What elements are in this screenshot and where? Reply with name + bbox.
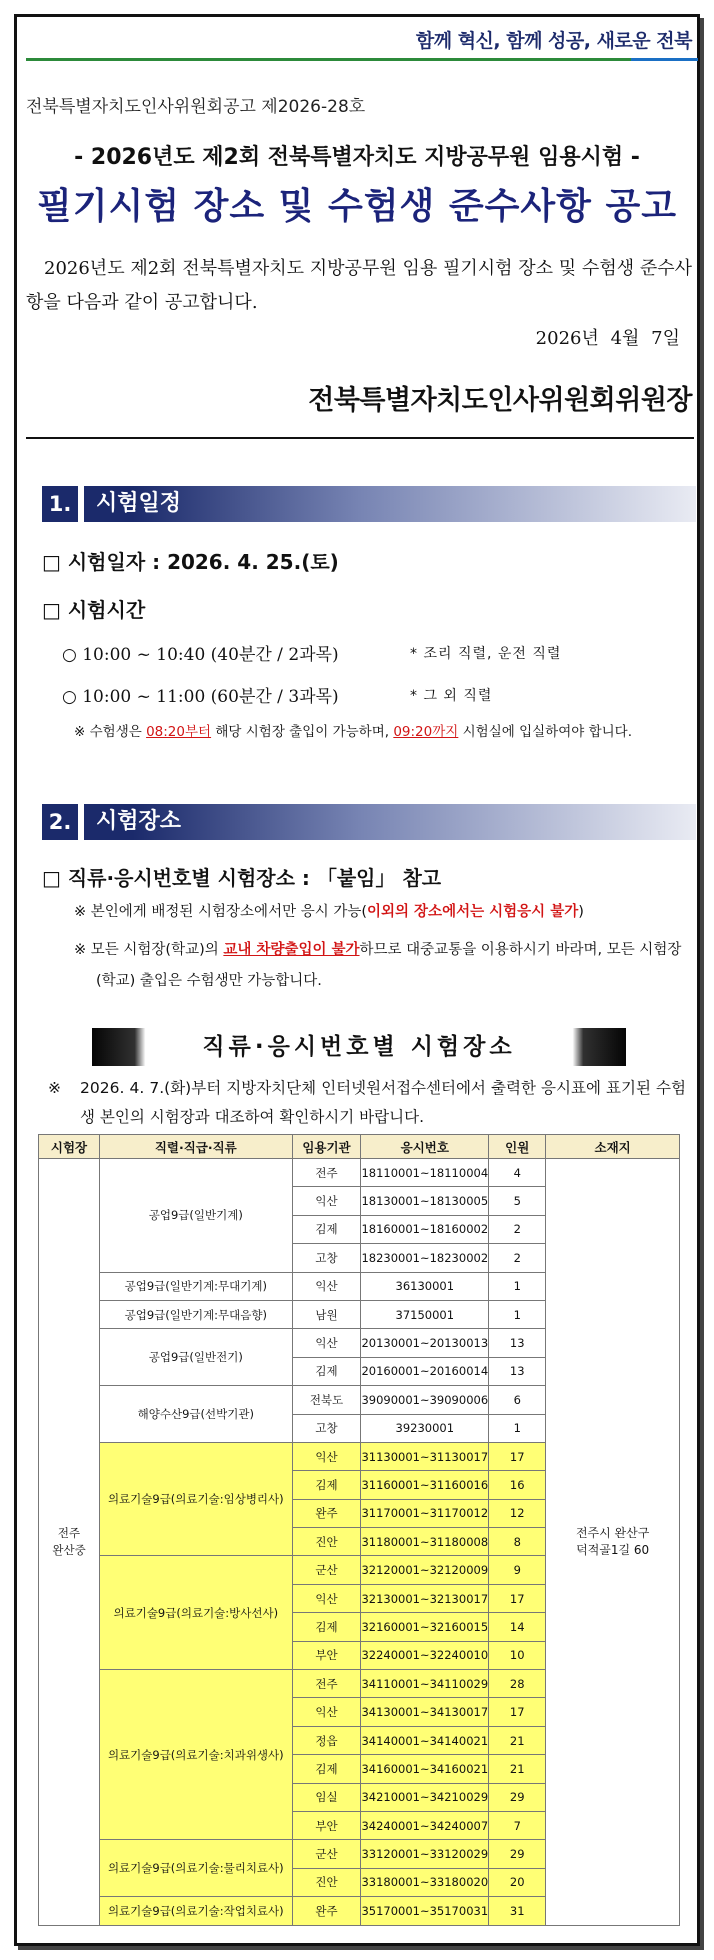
exam-number-cell: 18230001~18230002 bbox=[361, 1244, 489, 1272]
headcount-cell: 17 bbox=[489, 1442, 546, 1470]
headcount-cell: 21 bbox=[489, 1755, 546, 1783]
exam-number-cell: 34140001~34140021 bbox=[361, 1726, 489, 1754]
job-category-cell: 공업9급(일반전기) bbox=[100, 1329, 293, 1386]
headcount-cell: 5 bbox=[489, 1187, 546, 1215]
job-category-cell: 의료기술9급(의료기술:방사선사) bbox=[100, 1556, 293, 1670]
remark-text: 수험생은 bbox=[89, 724, 147, 740]
section-header-venue bbox=[26, 804, 696, 840]
section-header-schedule bbox=[26, 486, 696, 522]
exam-number-cell: 34160001~34160021 bbox=[361, 1755, 489, 1783]
signer: 전북특별자치도인사위원회위원장 bbox=[308, 385, 692, 416]
headcount-cell: 12 bbox=[489, 1499, 546, 1527]
venue-item: □ 직류·응시번호별 시험장소 : 「붙임」 참고 bbox=[42, 866, 442, 890]
section-title: 시험일정 bbox=[96, 491, 182, 516]
headcount-cell: 31 bbox=[489, 1897, 546, 1925]
headcount-cell: 10 bbox=[489, 1641, 546, 1669]
venue-remark-2 bbox=[74, 935, 694, 997]
exam-time-2: ○ 10:00 ~ 11:00 (60분간 / 3과목) bbox=[62, 687, 339, 707]
note-mark: ※ bbox=[48, 1079, 61, 1097]
job-category-cell: 의료기술9급(의료기술:치과위생사) bbox=[100, 1670, 293, 1840]
exam-site-cell: 전주 완산중 bbox=[39, 1159, 100, 1926]
remark-warning: 이외의 장소에서는 시험응시 불가 bbox=[366, 904, 579, 920]
headcount-cell: 16 bbox=[489, 1471, 546, 1499]
section-number: 1. bbox=[42, 486, 78, 522]
exam-number-cell: 20160001~20160014 bbox=[361, 1357, 489, 1385]
document-subtitle: - 2026년도 제2회 전북특별자치도 지방공무원 임용시험 - bbox=[74, 145, 640, 170]
agency-cell: 익산 bbox=[292, 1329, 361, 1357]
section-number: 2. bbox=[42, 804, 78, 840]
headcount-cell: 17 bbox=[489, 1584, 546, 1612]
headcount-cell: 2 bbox=[489, 1215, 546, 1243]
agency-cell: 김제 bbox=[292, 1613, 361, 1641]
section-title: 시험장소 bbox=[96, 809, 182, 834]
exam-number-cell: 37150001 bbox=[361, 1300, 489, 1328]
table-row bbox=[39, 1159, 680, 1187]
exam-number-cell: 31160001~31160016 bbox=[361, 1471, 489, 1499]
headcount-cell: 29 bbox=[489, 1783, 546, 1811]
remark-mark: ※ bbox=[74, 942, 87, 958]
column-header: 인원 bbox=[489, 1135, 546, 1159]
intro-paragraph: 2026년도 제2회 전북특별자치도 지방공무원 임용 필기시험 장소 및 수험생 준수사항을 다음과 같이 공고합니다. bbox=[26, 258, 692, 313]
exam-number-cell: 39090001~39090006 bbox=[361, 1386, 489, 1414]
notice-number: 전북특별자치도인사위원회공고 제2026-28호 bbox=[26, 97, 366, 117]
headcount-cell: 13 bbox=[489, 1357, 546, 1385]
job-category-cell: 공업9급(일반기계) bbox=[100, 1159, 293, 1273]
agency-cell: 부안 bbox=[292, 1641, 361, 1669]
exam-number-cell: 20130001~20130013 bbox=[361, 1329, 489, 1357]
remark-text: 해당 시험장 출입이 가능하며, bbox=[211, 724, 394, 740]
agency-cell: 군산 bbox=[292, 1840, 361, 1868]
remark-mark: ※ bbox=[74, 724, 86, 740]
agency-cell: 진안 bbox=[292, 1528, 361, 1556]
job-category-cell: 공업9급(일반기계:무대기계) bbox=[100, 1272, 293, 1300]
exam-number-cell: 34110001~34110029 bbox=[361, 1670, 489, 1698]
agency-cell: 완주 bbox=[292, 1897, 361, 1925]
exam-number-cell: 39230001 bbox=[361, 1414, 489, 1442]
headcount-cell: 1 bbox=[489, 1300, 546, 1328]
agency-cell: 정읍 bbox=[292, 1726, 361, 1754]
agency-cell: 군산 bbox=[292, 1556, 361, 1584]
headcount-cell: 28 bbox=[489, 1670, 546, 1698]
column-header: 응시번호 bbox=[361, 1135, 489, 1159]
exam-number-cell: 34240001~34240007 bbox=[361, 1811, 489, 1839]
agency-cell: 전주 bbox=[292, 1670, 361, 1698]
exam-time-label: □ 시험시간 bbox=[42, 598, 146, 622]
column-header: 직렬·직급·직류 bbox=[100, 1135, 293, 1159]
agency-cell: 부안 bbox=[292, 1811, 361, 1839]
exam-number-cell: 33180001~33180020 bbox=[361, 1868, 489, 1896]
headcount-cell: 8 bbox=[489, 1528, 546, 1556]
agency-cell: 진안 bbox=[292, 1868, 361, 1896]
exam-time-1: ○ 10:00 ~ 10:40 (40분간 / 2과목) bbox=[62, 645, 339, 665]
headcount-cell: 4 bbox=[489, 1159, 546, 1187]
column-header: 소재지 bbox=[546, 1135, 680, 1159]
exam-number-cell: 34130001~34130017 bbox=[361, 1698, 489, 1726]
headcount-cell: 1 bbox=[489, 1272, 546, 1300]
annex-banner bbox=[92, 1028, 626, 1066]
agency-cell: 익산 bbox=[292, 1584, 361, 1612]
exam-number-cell: 18110001~18110004 bbox=[361, 1159, 489, 1187]
agency-cell: 전북도 bbox=[292, 1386, 361, 1414]
exam-number-cell: 32160001~32160015 bbox=[361, 1613, 489, 1641]
exam-number-cell: 36130001 bbox=[361, 1272, 489, 1300]
entry-deadline-time: 09:20까지 bbox=[393, 724, 459, 740]
exam-time-1-note: * 조리 직렬, 운전 직렬 bbox=[410, 646, 562, 662]
remark-text: 시험실에 입실하여야 합니다. bbox=[458, 724, 632, 740]
agency-cell: 익산 bbox=[292, 1442, 361, 1470]
location-cell: 전주시 완산구 덕적골1길 60 bbox=[546, 1159, 680, 1926]
headcount-cell: 13 bbox=[489, 1329, 546, 1357]
remark-warning: 교내 차량출입이 불가 bbox=[223, 942, 360, 958]
exam-number-cell: 18130001~18130005 bbox=[361, 1187, 489, 1215]
exam-number-cell: 32240001~32240010 bbox=[361, 1641, 489, 1669]
job-category-cell: 공업9급(일반기계:무대음향) bbox=[100, 1300, 293, 1328]
headcount-cell: 1 bbox=[489, 1414, 546, 1442]
notice-date: 2026년 4월 7일 bbox=[535, 328, 680, 349]
exam-number-cell: 31130001~31130017 bbox=[361, 1442, 489, 1470]
agency-cell: 김제 bbox=[292, 1471, 361, 1499]
column-header: 임용기관 bbox=[292, 1135, 361, 1159]
exam-number-cell: 34210001~34210029 bbox=[361, 1783, 489, 1811]
exam-number-cell: 31180001~31180008 bbox=[361, 1528, 489, 1556]
exam-number-cell: 31170001~31170012 bbox=[361, 1499, 489, 1527]
remark-text: 하므로 대중교통을 이용하시기 바라며, 모든 시험장(학교) 출입은 수험생만 가능합니다. bbox=[96, 942, 682, 989]
exam-number-cell: 18160001~18160002 bbox=[361, 1215, 489, 1243]
remark-mark: ※ bbox=[74, 904, 87, 920]
agency-cell: 전주 bbox=[292, 1159, 361, 1187]
document-title: 필기시험 장소 및 수험생 준수사항 공고 bbox=[36, 186, 678, 227]
agency-cell: 고창 bbox=[292, 1414, 361, 1442]
agency-cell: 익산 bbox=[292, 1272, 361, 1300]
annex-title: 직류·응시번호별 시험장소 bbox=[202, 1034, 516, 1060]
job-category-cell: 의료기술9급(의료기술:임상병리사) bbox=[100, 1442, 293, 1556]
headcount-cell: 2 bbox=[489, 1244, 546, 1272]
headcount-cell: 7 bbox=[489, 1811, 546, 1839]
agency-cell: 익산 bbox=[292, 1698, 361, 1726]
exam-number-cell: 32120001~32120009 bbox=[361, 1556, 489, 1584]
headcount-cell: 9 bbox=[489, 1556, 546, 1584]
remark-text: ) bbox=[578, 904, 584, 920]
agency-cell: 남원 bbox=[292, 1300, 361, 1328]
venue-remark-1 bbox=[74, 897, 694, 927]
slogan: 함께 혁신, 함께 성공, 새로운 전북 bbox=[415, 30, 692, 52]
exam-number-cell: 35170001~35170031 bbox=[361, 1897, 489, 1925]
exam-number-cell: 33120001~33120029 bbox=[361, 1840, 489, 1868]
venue-table bbox=[38, 1134, 680, 1926]
exam-date: □ 시험일자 : 2026. 4. 25.(토) bbox=[42, 550, 339, 574]
remark-text: 모든 시험장(학교)의 bbox=[90, 942, 224, 958]
annex-note bbox=[48, 1074, 686, 1132]
agency-cell: 김제 bbox=[292, 1357, 361, 1385]
remark-text: 본인에게 배정된 시험장소에서만 응시 가능( bbox=[90, 904, 367, 920]
headcount-cell: 6 bbox=[489, 1386, 546, 1414]
exam-time-2-note: * 그 외 직렬 bbox=[410, 688, 493, 704]
headcount-cell: 29 bbox=[489, 1840, 546, 1868]
agency-cell: 임실 bbox=[292, 1783, 361, 1811]
agency-cell: 완주 bbox=[292, 1499, 361, 1527]
agency-cell: 김제 bbox=[292, 1215, 361, 1243]
headcount-cell: 17 bbox=[489, 1698, 546, 1726]
headcount-cell: 14 bbox=[489, 1613, 546, 1641]
note-text: 2026. 4. 7.(화)부터 지방자치단체 인터넷원서접수센터에서 출력한 응시표에 표기된 수험생 본인의 시험장과 대조하여 확인하시기 바랍니다. bbox=[80, 1079, 686, 1126]
job-category-cell: 의료기술9급(의료기술:물리치료사) bbox=[100, 1840, 293, 1897]
table-header-row bbox=[39, 1135, 680, 1159]
agency-cell: 익산 bbox=[292, 1187, 361, 1215]
header-divider bbox=[26, 437, 694, 439]
entry-start-time: 08:20부터 bbox=[146, 724, 212, 740]
job-category-cell: 의료기술9급(의료기술:작업치료사) bbox=[100, 1897, 293, 1925]
headcount-cell: 20 bbox=[489, 1868, 546, 1896]
column-header: 시험장 bbox=[39, 1135, 100, 1159]
slogan-underline bbox=[26, 58, 698, 63]
agency-cell: 고창 bbox=[292, 1244, 361, 1272]
exam-number-cell: 32130001~32130017 bbox=[361, 1584, 489, 1612]
agency-cell: 김제 bbox=[292, 1755, 361, 1783]
entry-remark bbox=[74, 717, 694, 747]
job-category-cell: 해양수산9급(선박기관) bbox=[100, 1386, 293, 1443]
headcount-cell: 21 bbox=[489, 1726, 546, 1754]
